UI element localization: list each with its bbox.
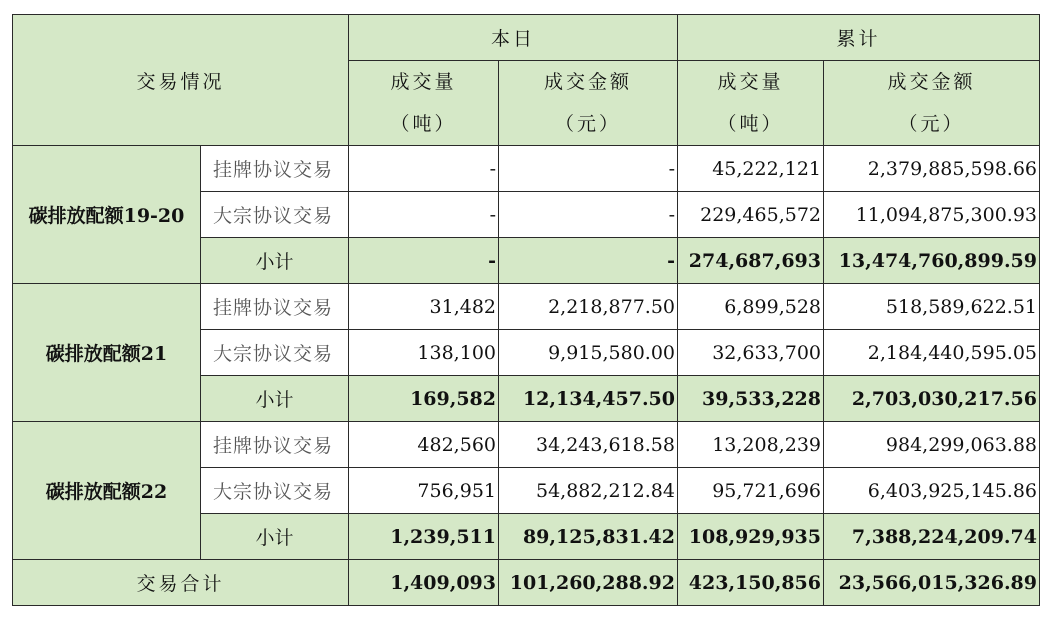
today-amount-cell: - (499, 192, 678, 238)
cumulative-amount-header (824, 61, 1040, 146)
volume-unit: （吨） (717, 113, 784, 135)
today-volume-cell: - (349, 192, 499, 238)
cumulative-volume-cell: 6,899,528 (678, 284, 824, 330)
table-row (13, 284, 1040, 330)
subtotal-today-volume: - (349, 238, 499, 284)
trade-type-label: 挂牌协议交易 (201, 146, 349, 192)
total-cumulative-volume: 423,150,856 (678, 560, 824, 606)
cumulative-volume-cell: 45,222,121 (678, 146, 824, 192)
amount-unit: （元） (554, 113, 621, 135)
trade-type-label: 大宗协议交易 (201, 468, 349, 514)
subtotal-cumulative-amount: 7,388,224,209.74 (824, 514, 1040, 560)
volume-label: 成交量 (717, 71, 784, 93)
trade-type-label: 大宗协议交易 (201, 330, 349, 376)
cumulative-volume-cell: 13,208,239 (678, 422, 824, 468)
today-volume-cell: 138,100 (349, 330, 499, 376)
subtotal-cumulative-volume: 39,533,228 (678, 376, 824, 422)
subtotal-today-amount: - (499, 238, 678, 284)
subtotal-label: 小计 (201, 376, 349, 422)
cumulative-amount-cell: 518,589,622.51 (824, 284, 1040, 330)
trade-info-header: 交易情况 (13, 15, 349, 146)
cumulative-header: 累计 (678, 15, 1040, 61)
cumulative-amount-cell: 6,403,925,145.86 (824, 468, 1040, 514)
subtotal-today-amount: 12,134,457.50 (499, 376, 678, 422)
subtotal-today-amount: 89,125,831.42 (499, 514, 678, 560)
trading-summary-table (12, 14, 1040, 606)
subtotal-label: 小计 (201, 514, 349, 560)
cumulative-amount-cell: 984,299,063.88 (824, 422, 1040, 468)
cumulative-amount-cell: 2,379,885,598.66 (824, 146, 1040, 192)
today-amount-cell: 9,915,580.00 (499, 330, 678, 376)
today-volume-cell: - (349, 146, 499, 192)
total-today-volume: 1,409,093 (349, 560, 499, 606)
subtotal-cumulative-volume: 274,687,693 (678, 238, 824, 284)
table-row (13, 146, 1040, 192)
subtotal-today-volume: 169,582 (349, 376, 499, 422)
total-today-amount: 101,260,288.92 (499, 560, 678, 606)
subtotal-label: 小计 (201, 238, 349, 284)
subtotal-cumulative-amount: 13,474,760,899.59 (824, 238, 1040, 284)
today-amount-header (499, 61, 678, 146)
trade-type-label: 挂牌协议交易 (201, 284, 349, 330)
total-label: 交易合计 (13, 560, 349, 606)
today-header: 本日 (349, 15, 678, 61)
today-amount-cell: 34,243,618.58 (499, 422, 678, 468)
trade-type-label: 大宗协议交易 (201, 192, 349, 238)
total-cumulative-amount: 23,566,015,326.89 (824, 560, 1040, 606)
cumulative-amount-cell: 11,094,875,300.93 (824, 192, 1040, 238)
amount-label: 成交金额 (543, 71, 632, 93)
cumulative-amount-cell: 2,184,440,595.05 (824, 330, 1040, 376)
today-amount-cell: 2,218,877.50 (499, 284, 678, 330)
cumulative-volume-cell: 32,633,700 (678, 330, 824, 376)
subtotal-cumulative-volume: 108,929,935 (678, 514, 824, 560)
today-amount-cell: 54,882,212.84 (499, 468, 678, 514)
today-volume-cell: 756,951 (349, 468, 499, 514)
volume-label: 成交量 (390, 71, 457, 93)
cumulative-volume-cell: 229,465,572 (678, 192, 824, 238)
today-volume-cell: 31,482 (349, 284, 499, 330)
quota-group-name: 碳排放配额19-20 (13, 146, 201, 284)
today-volume-header (349, 61, 499, 146)
subtotal-today-volume: 1,239,511 (349, 514, 499, 560)
table-row (13, 422, 1040, 468)
cumulative-volume-header (678, 61, 824, 146)
trade-type-label: 挂牌协议交易 (201, 422, 349, 468)
cumulative-volume-cell: 95,721,696 (678, 468, 824, 514)
volume-unit: （吨） (390, 113, 457, 135)
subtotal-cumulative-amount: 2,703,030,217.56 (824, 376, 1040, 422)
amount-unit: （元） (898, 113, 965, 135)
quota-group-name: 碳排放配额22 (13, 422, 201, 560)
total-row (13, 560, 1040, 606)
amount-label: 成交金额 (887, 71, 976, 93)
today-amount-cell: - (499, 146, 678, 192)
today-volume-cell: 482,560 (349, 422, 499, 468)
quota-group-name: 碳排放配额21 (13, 284, 201, 422)
